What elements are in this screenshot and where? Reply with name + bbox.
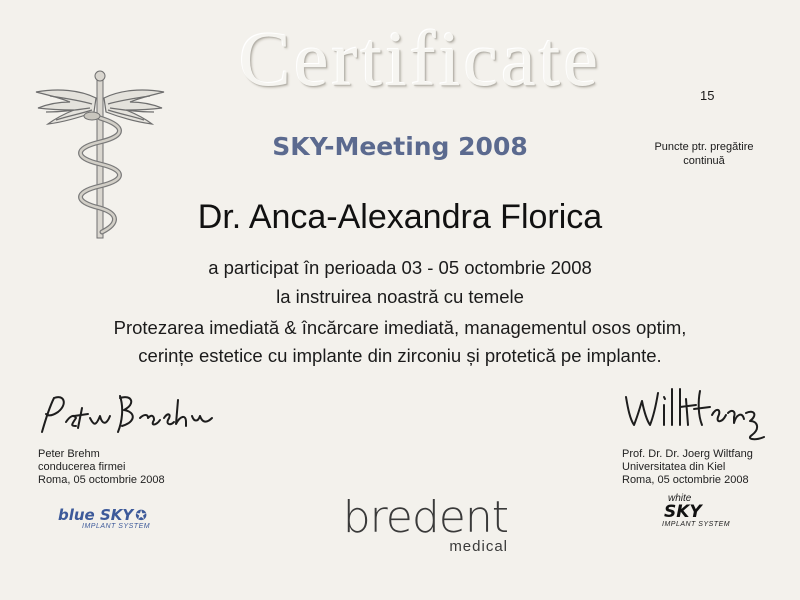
bredent-logo	[318, 492, 508, 555]
body-line-topics-2: cerințe estetice cu implante din zirconiu și protetică pe implante.	[138, 345, 662, 366]
event-name: SKY-Meeting 2008	[272, 132, 528, 161]
signatory-left-role: conducerea firmei	[38, 461, 126, 473]
signature-left-image	[36, 388, 216, 446]
credit-points-caption	[624, 140, 784, 168]
signature-right-image	[622, 385, 772, 445]
star-icon: ✪	[135, 508, 147, 524]
credit-points-caption-line2: continuă	[683, 155, 725, 167]
white-sky-subtitle: IMPLANT SYSTEM	[662, 521, 731, 528]
white-sky-big-word: SKY	[664, 502, 702, 522]
signatory-right	[622, 448, 753, 487]
blue-sky-word: blue SKY	[58, 506, 134, 524]
white-sky-logo	[652, 494, 742, 528]
recipient-name: Dr. Anca-Alexandra Florica	[197, 198, 603, 236]
signatory-right-place-date: Roma, 05 octombrie 2008	[622, 474, 749, 486]
signatory-right-name: Prof. Dr. Dr. Joerg Wiltfang	[622, 448, 753, 460]
body-line-topics-1: Protezarea imediată & încărcare imediată, managementul osos optim,	[113, 317, 687, 338]
blue-sky-logo	[58, 506, 150, 530]
credit-points-caption-line1: Puncte ptr. pregătire	[654, 141, 754, 153]
blue-sky-wordmark	[58, 506, 150, 524]
signatory-right-role: Universitatea din Kiel	[622, 461, 726, 473]
body-line-participation: a participat în perioada 03 - 05 octombrie 2008	[208, 257, 592, 278]
bredent-subtitle: medical	[449, 538, 508, 555]
credit-points-value: 15	[700, 88, 715, 103]
bredent-wordmark: bredent	[342, 492, 508, 543]
body-line-training: la instruirea noastră cu temele	[276, 286, 524, 307]
blue-sky-subtitle: IMPLANT SYSTEM	[82, 523, 151, 530]
signatory-left-place-date: Roma, 05 octombrie 2008	[38, 474, 165, 486]
white-sky-small-word: white	[668, 493, 692, 504]
certificate-title: Certificate	[238, 15, 602, 102]
signatory-left	[38, 448, 165, 487]
signatory-left-name: Peter Brehm	[38, 448, 100, 460]
